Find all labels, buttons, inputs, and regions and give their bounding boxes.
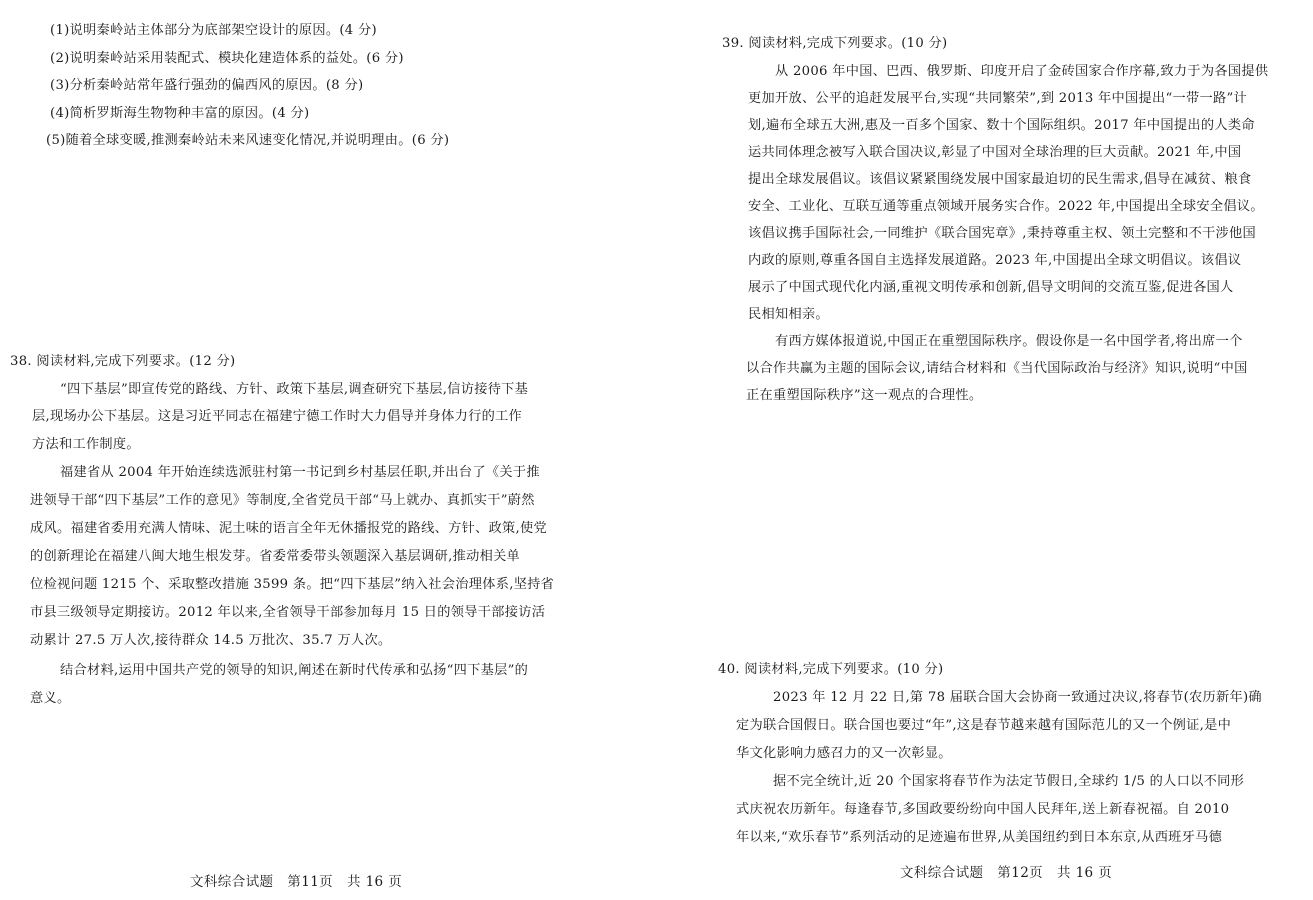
q39-line-7: 该倡议携手国际社会,一同维护《联合国宪章》,秉持尊重主权、领土完整和不干涉他国: [748, 226, 1257, 241]
q38-heading: 38. 阅读材料,完成下列要求。(12 分): [10, 354, 236, 369]
q37-part-5: (5)随着全球变暖,推测秦岭站未来风速变化情况,并说明理由。(6 分): [46, 133, 450, 148]
q38-line-11: 结合材料,运用中国共产党的领导的知识,阐述在新时代传承和弘扬“四下基层”的: [60, 663, 529, 678]
q40-heading: 40. 阅读材料,完成下列要求。(10 分): [718, 662, 944, 677]
q38-line-5: 进领导干部“四下基层”工作的意见》等制度,全省党员干部“马上就办、真抓实干”蔚然: [30, 493, 535, 508]
q38-line-9: 市县三级领导定期接访。2012 年以来,全省领导干部参加每月 15 日的领导干部接访活: [30, 605, 546, 620]
q39-line-12: 以合作共赢为主题的国际会议,请结合材料和《当代国际政治与经济》知识,说明“中国: [746, 361, 1248, 376]
left-page-footer: 文科综合试题 第11页 共 16 页: [190, 874, 403, 890]
q38-line-3: 方法和工作制度。: [32, 437, 140, 452]
q37-part-3: (3)分析秦岭站常年盛行强劲的偏西风的原因。(8 分): [50, 78, 364, 93]
q38-line-12: 意义。: [30, 691, 71, 706]
q39-line-8: 内政的原则,尊重各国自主选择发展道路。2023 年,中国提出全球文明倡议。该倡议: [748, 253, 1242, 268]
q38-line-7: 的创新理论在福建八闽大地生根发芽。省委常委带头领题深入基层调研,推动相关单: [30, 549, 521, 564]
q39-line-10: 民相知相亲。: [748, 307, 829, 322]
q40-line-4: 据不完全统计,近 20 个国家将春节作为法定节假日,全球约 1/5 的人口以不同形: [773, 774, 1245, 789]
q39-line-13: 正在重塑国际秩序”这一观点的合理性。: [746, 388, 983, 403]
q38-line-1: “四下基层”即宣传党的路线、方针、政策下基层,调查研究下基层,信访接待下基: [60, 382, 529, 397]
q39-line-9: 展示了中国式现代化内涵,重视文明传承和创新,倡导文明间的交流互鉴,促进各国人: [748, 280, 1234, 295]
q40-line-2: 定为联合国假日。联合国也要过“年”,这是春节越来越有国际范儿的又一个例证,是中: [736, 718, 1232, 733]
q38-line-8: 位检视问题 1215 个、采取整改措施 3599 条。把“四下基层”纳入社会治理体系,坚持省: [30, 577, 555, 592]
q37-part-1: (1)说明秦岭站主体部分为底部架空设计的原因。(4 分): [50, 23, 377, 38]
q37-part-2: (2)说明秦岭站采用装配式、模块化建造体系的益处。(6 分): [50, 51, 404, 66]
q39-line-1: 从 2006 年中国、巴西、俄罗斯、印度开启了金砖国家合作序幕,致力于为各国提供: [775, 64, 1269, 79]
q38-line-6: 成风。福建省委用充满人情味、泥土味的语言全年无休播报党的路线、方针、政策,使党: [30, 521, 548, 536]
q39-line-3: 划,遍布全球五大洲,惠及一百多个国家、数十个国际组织。2017 年中国提出的人类命: [748, 118, 1255, 133]
right-page: [700, 0, 1313, 900]
q39-line-6: 安全、工业化、互联互通等重点领域开展务实合作。2022 年,中国提出全球安全倡议。: [748, 199, 1264, 214]
q39-heading: 39. 阅读材料,完成下列要求。(10 分): [722, 36, 948, 51]
q40-line-3: 华文化影响力感召力的又一次彰显。: [736, 746, 952, 761]
q39-line-5: 提出全球发展倡议。该倡议紧紧围绕发展中国家最迫切的民生需求,倡导在减贫、粮食: [748, 172, 1252, 187]
left-page: [0, 0, 640, 900]
q37-part-4: (4)简析罗斯海生物物种丰富的原因。(4 分): [50, 106, 310, 121]
q39-line-2: 更加开放、公平的追赶发展平台,实现“共同繁荣”,到 2013 年中国提出“一带一路”计: [748, 91, 1248, 106]
q39-line-4: 运共同体理念被写入联合国决议,彰显了中国对全球治理的巨大贡献。2021 年,中国: [748, 145, 1242, 160]
q39-line-11: 有西方媒体报道说,中国正在重塑国际秩序。假设你是一名中国学者,将出席一个: [775, 334, 1243, 349]
right-page-footer: 文科综合试题 第12页 共 16 页: [900, 865, 1113, 881]
q40-line-5: 式庆祝农历新年。每逢春节,多国政要纷纷向中国人民拜年,送上新春祝福。自 2010: [736, 802, 1230, 817]
q38-line-4: 福建省从 2004 年开始连续选派驻村第一书记到乡村基层任职,并出台了《关于推: [60, 465, 540, 480]
q40-line-1: 2023 年 12 月 22 日,第 78 届联合国大会协商一致通过决议,将春节(农历新年)确: [773, 690, 1262, 705]
q38-line-10: 动累计 27.5 万人次,接待群众 14.5 万批次、35.7 万人次。: [30, 633, 392, 648]
q38-line-2: 层,现场办公下基层。这是习近平同志在福建宁德工作时大力倡导并身体力行的工作: [32, 409, 523, 424]
q40-line-6: 年以来,“欢乐春节”系列活动的足迹遍布世界,从美国纽约到日本东京,从西班牙马德: [736, 830, 1223, 845]
